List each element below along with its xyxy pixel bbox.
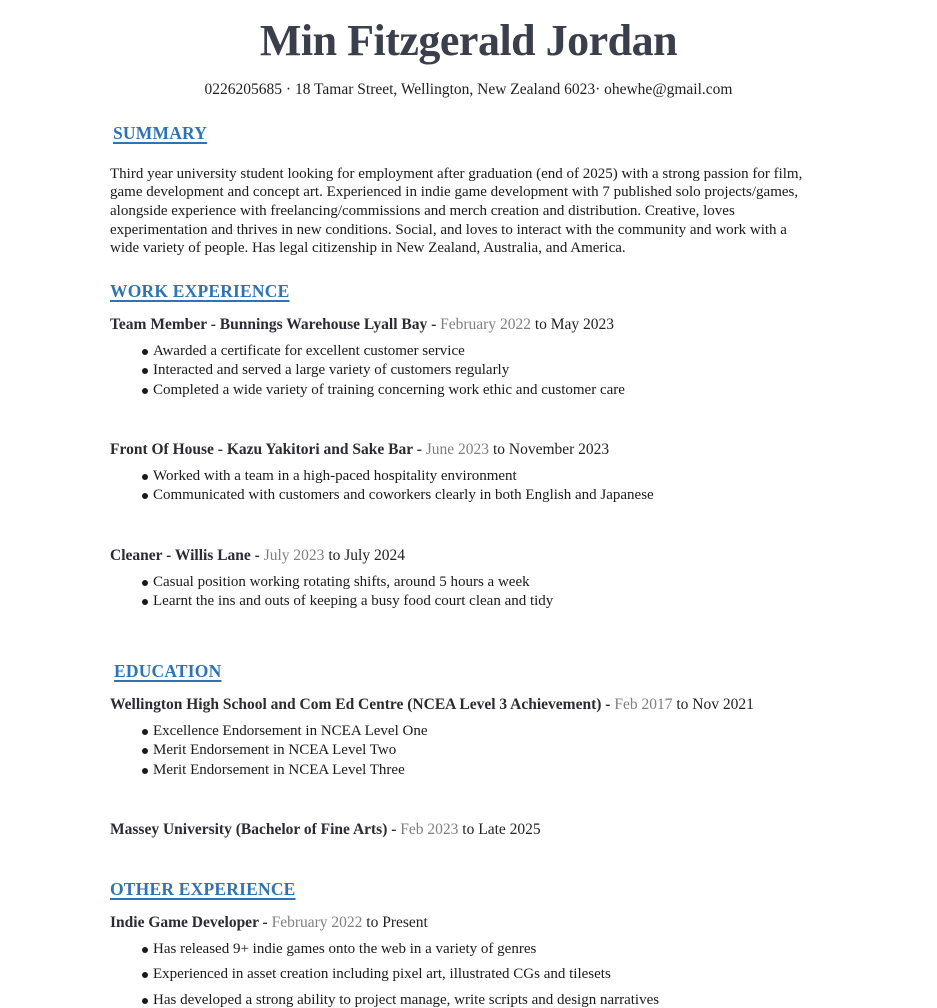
bullet-item: Excellence Endorsement in NCEA Level One <box>110 722 812 741</box>
bullet-item: Awarded a certificate for excellent customer service <box>110 342 812 361</box>
section-heading-other-experience: OTHER EXPERIENCE <box>110 879 296 900</box>
education-date-rest: to Late 2025 <box>462 821 541 839</box>
bullet-item: Interacted and served a large variety of customers regularly <box>110 361 812 380</box>
bullet-item: Communicated with customers and coworkers clearly in both English and Japanese <box>110 486 812 505</box>
bullet-list <box>110 722 812 780</box>
education-title: Wellington High School and Com Ed Centre (NCEA Level 3 Achievement) - <box>110 696 611 714</box>
bullet-item: Has released 9+ indie games onto the web in a variety of genres <box>110 940 812 959</box>
job-date-rest: to May 2023 <box>534 316 615 334</box>
work-entry <box>110 440 812 506</box>
job-title: Front Of House - Kazu Yakitori and Sake Bar - <box>110 441 422 458</box>
section-heading-summary: SUMMARY <box>113 122 208 143</box>
education-date-rest: to Nov 2021 <box>676 696 754 714</box>
work-entry <box>110 546 812 612</box>
bullet-list <box>110 467 812 506</box>
other-entry <box>110 913 812 1008</box>
other-date-rest: to Present <box>366 914 428 932</box>
resume-header <box>0 16 937 99</box>
other-title-line <box>110 913 812 932</box>
education-title: Massey University (Bachelor of Fine Arts) - <box>110 821 397 839</box>
education-date-start: Feb 2017 <box>614 696 673 714</box>
job-date-start: July 2023 <box>263 546 325 564</box>
education-entry <box>110 820 812 839</box>
job-title-line <box>110 440 812 459</box>
bullet-item: Casual position working rotating shifts, around 5 hours a week <box>110 573 812 592</box>
job-date-rest: to July 2024 <box>328 546 405 564</box>
summary-text: Third year university student looking for employment after graduation (end of 2025) with a strong passion for film, game development and concept art. Experienced in indie game development with 7 published solo projects/games, alongside experience with freelancing/commissions and merch creation and distribution. Creative, loves experimentation and thrives in new conditions. Social, and loves to interact with the community and work with a wide variety of people. Has legal citizenship in New Zealand, Australia, and America. <box>110 165 803 257</box>
bullet-item: Merit Endorsement in NCEA Level Three <box>110 761 812 780</box>
job-date-start: June 2023 <box>425 441 490 458</box>
education-date-start: Feb 2023 <box>400 821 459 839</box>
bullet-item: Has developed a strong ability to project manage, write scripts and design narratives <box>110 991 812 1008</box>
job-title-line <box>110 546 812 565</box>
bullet-item: Completed a wide variety of training concerning work ethic and customer care <box>110 381 812 400</box>
resume-name: Min Fitzgerald Jordan <box>259 16 678 65</box>
bullet-item: Merit Endorsement in NCEA Level Two <box>110 741 812 760</box>
section-heading-education: EDUCATION <box>114 661 222 682</box>
work-entry <box>110 315 812 400</box>
bullet-item: Learnt the ins and outs of keeping a busy food court clean and tidy <box>110 592 812 611</box>
bullet-item: Experienced in asset creation including pixel art, illustrated CGs and tilesets <box>110 965 812 984</box>
contact-line: 0226205685 · 18 Tamar Street, Wellington, New Zealand 6023· ohewhe@gmail.com <box>204 80 733 98</box>
bullet-list <box>110 573 812 612</box>
education-title-line <box>110 695 812 714</box>
job-date-rest: to November 2023 <box>492 441 610 458</box>
job-title-line <box>110 315 812 334</box>
job-title: Cleaner - Willis Lane - <box>110 546 260 564</box>
education-title-line <box>110 820 812 839</box>
job-title: Team Member - Bunnings Warehouse Lyall Bay - <box>110 316 437 334</box>
job-date-start: February 2022 <box>440 316 531 334</box>
education-entry <box>110 695 812 780</box>
bullet-list <box>110 940 812 1008</box>
section-heading-work-experience: WORK EXPERIENCE <box>110 281 290 302</box>
other-date-start: February 2022 <box>271 914 363 932</box>
bullet-list <box>110 342 812 400</box>
resume-body <box>110 123 812 1008</box>
bullet-item: Worked with a team in a high-paced hospitality environment <box>110 467 812 486</box>
other-title: Indie Game Developer - <box>110 914 268 932</box>
